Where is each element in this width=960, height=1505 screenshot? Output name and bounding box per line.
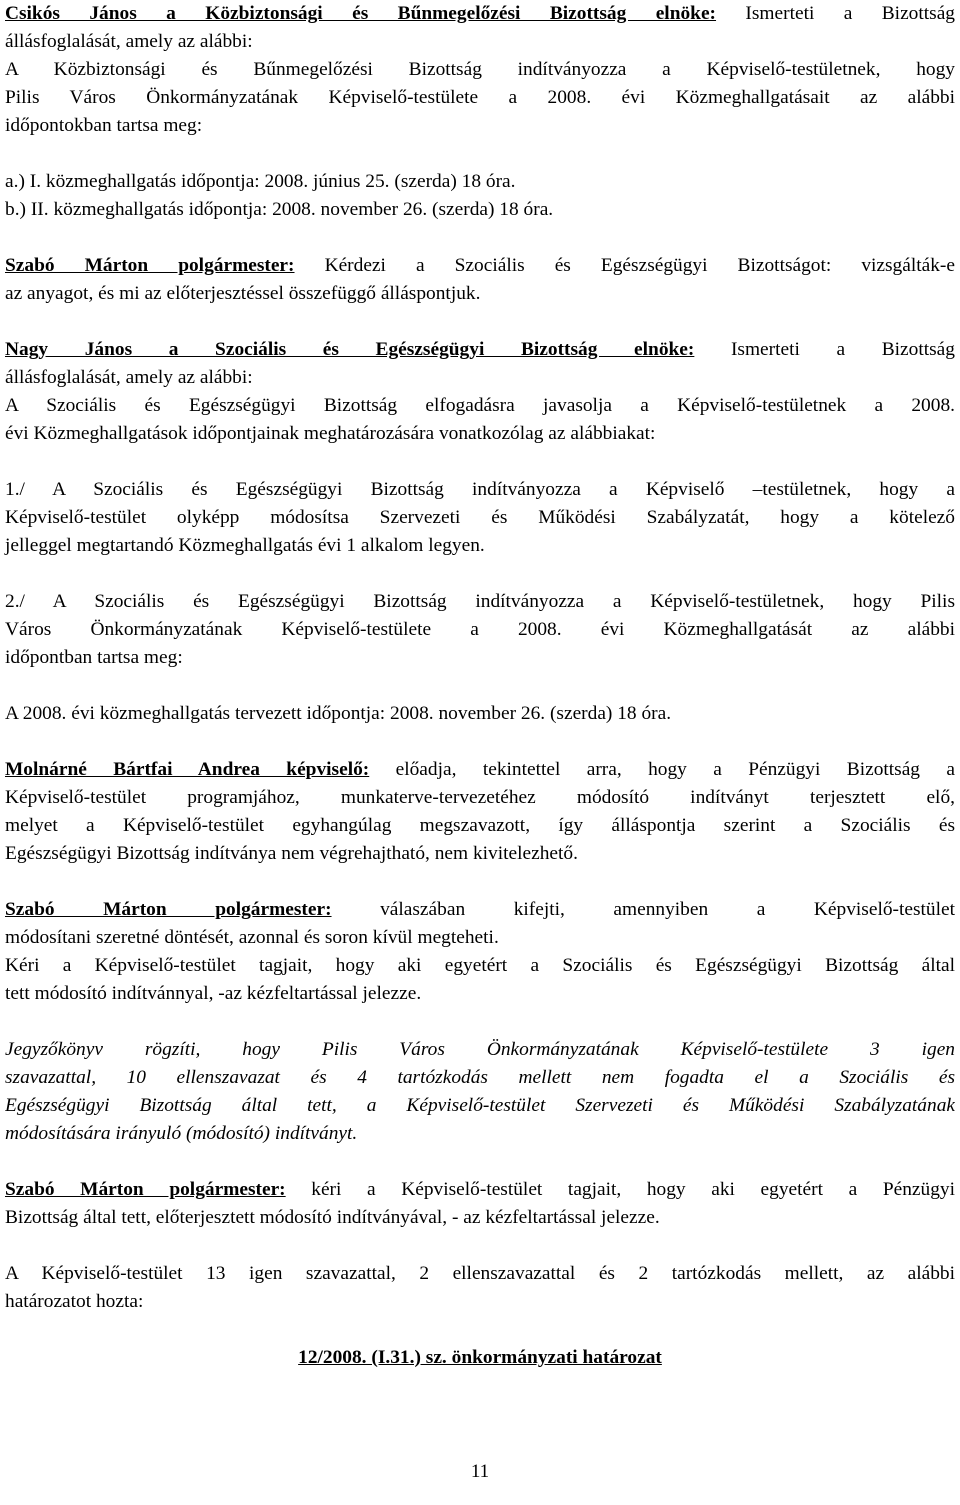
speaker-szabo: Szabó Márton polgármester: — [5, 255, 295, 276]
speaker-nagy: Nagy János a Szociális és Egészségügyi Bizottság elnöke: — [5, 339, 695, 360]
speaker-szabo-3: Szabó Márton polgármester: — [5, 1179, 286, 1200]
p7-line-2: Képviselő-testület programjához, munkaterve-tervezetéhez módosító indítványt terjesztett elő, — [5, 787, 955, 808]
decision-title-row — [5, 1344, 955, 1372]
p3-line-1-text: Ismerteti a Bizottság — [694, 339, 955, 360]
p10-line-2: Bizottság által tett, előterjesztett módosító indítványával, - az kézfeltartással jelezze. — [5, 1207, 660, 1228]
p8-line-2: módosítani szeretné döntését, azonnal és soron kívül megteheti. — [5, 927, 499, 948]
decision-title: 12/2008. (I.31.) sz. önkormányzati határozat — [298, 1347, 662, 1368]
p8-line-3: Kéri a Képviselő-testület tagjait, hogy aki egyetért a Szociális és Egészségügyi Bizottság által — [5, 955, 955, 976]
speaker-csikos: Csikós János a Közbiztonsági és Bűnmegelőzési Bizottság elnöke: — [5, 3, 717, 24]
p4-line-1: 1./ A Szociális és Egészségügyi Bizottság indítványozza a Képviselő –testületnek, hogy a — [5, 479, 955, 500]
p11-line-1: A Képviselő-testület 13 igen szavazattal, 2 ellenszavazattal és 2 tartózkodás mellett, az alábbi — [5, 1263, 955, 1284]
p8-line-4: tett módosító indítvánnyal, -az kézfeltartással jelezze. — [5, 983, 422, 1004]
p4-line-3: jelleggel megtartandó Közmeghallgatás évi 1 alkalom legyen. — [5, 535, 485, 556]
date-item-b: b.) II. közmeghallgatás időpontja: 2008. november 26. (szerda) 18 óra. — [5, 199, 554, 220]
p1-line-3: A Közbiztonsági és Bűnmegelőzési Bizottság indítványozza a Képviselő-testületnek, hogy — [5, 59, 955, 80]
p6-line-1: A 2008. évi közmeghallgatás tervezett időpontja: 2008. november 26. (szerda) 18 óra. — [5, 703, 672, 724]
p9-line-2: szavazattal, 10 ellenszavazat és 4 tartózkodás mellett nem fogadta el a Szociális és — [5, 1067, 955, 1088]
p7-line-4: Egészségügyi Bizottság indítványa nem végrehajtható, nem kivitelezhető. — [5, 843, 578, 864]
p1-line-1 — [5, 0, 955, 28]
p8-line-1-text: válaszában kifejti, amennyiben a Képviselő-testület — [331, 899, 955, 920]
p5-line-3: időpontban tartsa meg: — [5, 647, 183, 668]
p11-line-2: határozatot hozta: — [5, 1291, 144, 1312]
date-item-a: a.) I. közmeghallgatás időpontja: 2008. június 25. (szerda) 18 óra. — [5, 171, 516, 192]
p9-line-1: Jegyzőkönyv rögzíti, hogy Pilis Város Önkormányzatának Képviselő-testülete 3 igen — [5, 1039, 955, 1060]
p5-line-1: 2./ A Szociális és Egészségügyi Bizottság indítványozza a Képviselő-testületnek, hogy Pilis — [5, 591, 955, 612]
p3-line-1 — [5, 336, 955, 364]
p3-line-2: állásfoglalását, amely az alábbi: — [5, 367, 253, 388]
p1-line-4: Pilis Város Önkormányzatának Képviselő-testülete a 2008. évi Közmeghallgatásait az alábbi — [5, 87, 955, 108]
p2-line-1-text: Kérdezi a Szociális és Egészségügyi Bizottságot: vizsgálták-e — [294, 255, 955, 276]
speaker-molnarne: Molnárné Bártfai Andrea képviselő: — [5, 759, 370, 780]
speaker-szabo-2: Szabó Márton polgármester: — [5, 899, 332, 920]
p5-line-2: Város Önkormányzatának Képviselő-testülete a 2008. évi Közmeghallgatását az alábbi — [5, 619, 955, 640]
p2-line-2: az anyagot, és mi az előterjesztéssel összefüggő álláspontjuk. — [5, 283, 481, 304]
p9-line-4: módosítására irányuló (módosító) indítványt. — [5, 1123, 358, 1144]
p7-line-1 — [5, 756, 955, 784]
p4-line-2: Képviselő-testület olyképp módosítsa Szervezeti és Működési Szabályzatát, hogy a kötelező — [5, 507, 955, 528]
p3-line-3: A Szociális és Egészségügyi Bizottság elfogadásra javasolja a Képviselő-testületnek a 2008. — [5, 395, 955, 416]
p2-line-1 — [5, 252, 955, 280]
p1-line-2: állásfoglalását, amely az alábbi: — [5, 31, 253, 52]
p10-line-1-text: kéri a Képviselő-testület tagjait, hogy aki egyetért a Pénzügyi — [285, 1179, 955, 1200]
p1-line-5: időpontokban tartsa meg: — [5, 115, 203, 136]
p3-line-4: évi Közmeghallgatások időpontjainak meghatározására vonatkozólag az alábbiakat: — [5, 423, 656, 444]
p9-line-3: Egészségügyi Bizottság által tett, a Képviselő-testület Szervezeti és Működési Szabályzatának — [5, 1095, 955, 1116]
p7-line-3: melyet a Képviselő-testület egyhangúlag megszavazott, így álláspontja szerint a Szociális és — [5, 815, 955, 836]
p8-line-1 — [5, 896, 955, 924]
p7-line-1-text: előadja, tekintettel arra, hogy a Pénzügyi Bizottság a — [369, 759, 955, 780]
page-number: 11 — [470, 1461, 490, 1482]
p1-line-1-text: Ismerteti a Bizottság — [716, 3, 955, 24]
p10-line-1 — [5, 1176, 955, 1204]
